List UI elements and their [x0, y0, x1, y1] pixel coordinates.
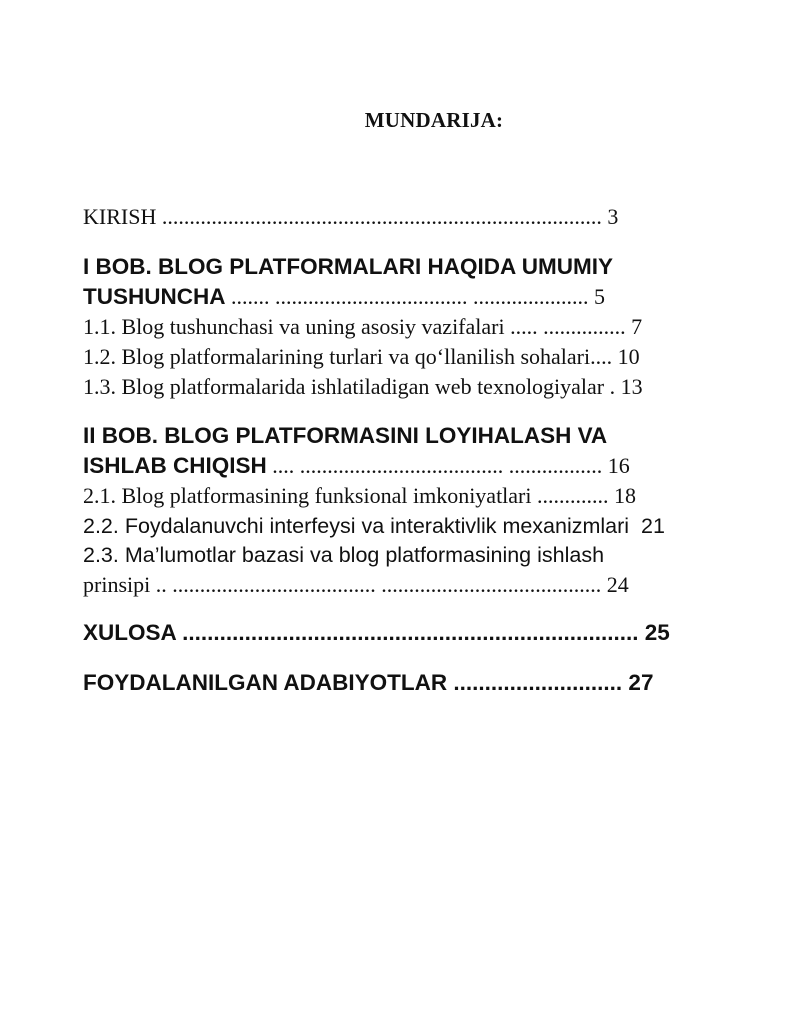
- toc-section-2-2: 2.2. Foydalanuvchi interfeysi va interaktivlik mexanizmlari 21: [83, 514, 665, 538]
- toc-chapter-1-heading-end: TUSHUNCHA: [83, 284, 226, 309]
- toc-section-1-2: 1.2. Blog platformalarining turlari va qo‘llanilish sohalari.... 10: [83, 344, 640, 369]
- toc-chapter-2-heading-end: ISHLAB CHIQISH: [83, 453, 267, 478]
- toc-section-1-1: 1.1. Blog tushunchasi va uning asosiy vazifalari ..... ............... 7: [83, 314, 643, 339]
- toc-chapter-1-heading-continued: [83, 284, 605, 310]
- toc-chapter-2-heading-continued: [83, 453, 630, 479]
- toc-entry-kirish: KIRISH ................................................................................ 3: [83, 204, 619, 229]
- toc-entry-adabiyotlar: FOYDALANILGAN ADABIYOTLAR ........................... 27: [83, 670, 654, 695]
- toc-section-2-3: 2.3. Ma’lumotlar bazasi va blog platformasining ishlash: [83, 543, 605, 567]
- toc-title: MUNDARIJA:: [364, 108, 504, 132]
- toc-chapter-2-heading: II BOB. BLOG PLATFORMASINI LOYIHALASH VA: [83, 423, 608, 448]
- toc-entry-xulosa: XULOSA ......................................................................... 25: [83, 620, 670, 645]
- toc-section-2-1: 2.1. Blog platformasining funksional imkoniyatlari ............. 18: [83, 483, 636, 508]
- toc-section-1-3: 1.3. Blog platformalarida ishlatiladigan web texnologiyalar . 13: [83, 374, 643, 399]
- toc-chapter-1-heading: I BOB. BLOG PLATFORMALARI HAQIDA UMUMIY: [83, 254, 613, 279]
- toc-section-2-3-continued: prinsipi .. ..................................... ........................................ 24: [83, 572, 629, 597]
- toc-chapter-1-leader: ....... ................................... ..................... 5: [225, 284, 605, 309]
- toc-chapter-2-leader: .... ..................................... ................. 16: [266, 453, 630, 478]
